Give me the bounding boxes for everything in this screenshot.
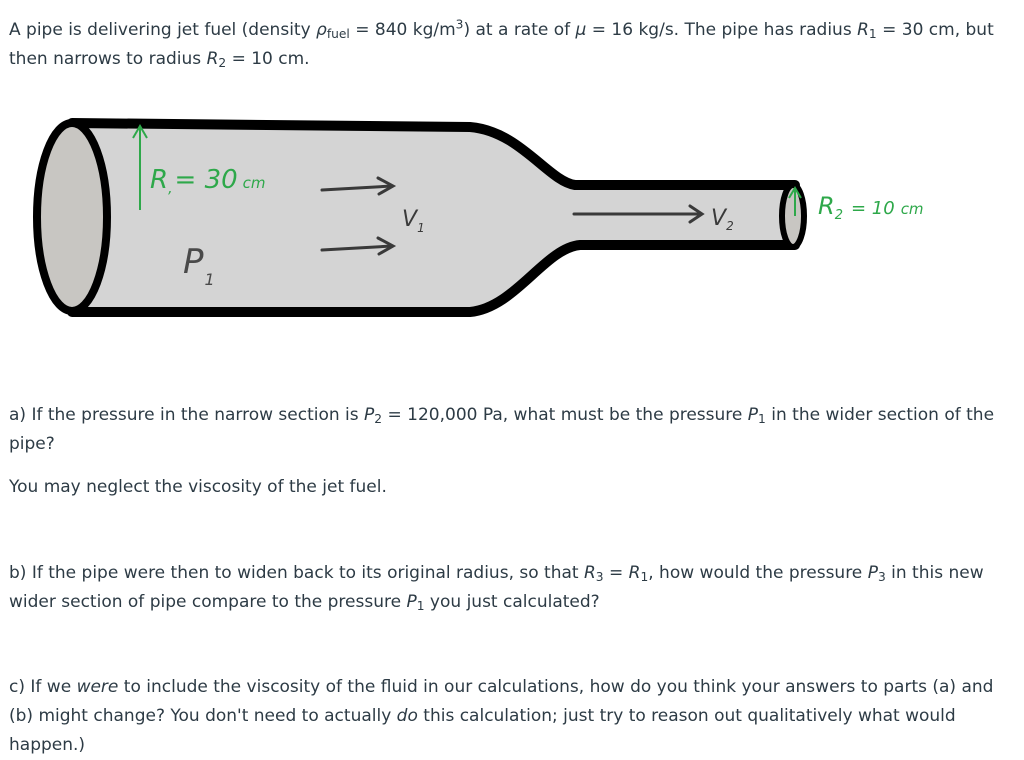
v2-label: $V_2$ [711, 206, 734, 233]
part-c-question: c) If we were to include the viscosity of the fluid in our calculations, how do you think your answers to parts (a) and (b) might change? You don't need to actually do this calculation; just try to reason out qualitatively what would happen.) [9, 677, 994, 755]
pipe-diagram [0, 100, 1024, 340]
part-b-question: b) If the pipe were then to widen back to its original radius, so that $R_3 = R_1$, how would the pressure $P_3$ in this new wider section of pipe compare to the pressure $P_1$ you just calculated? [9, 563, 984, 614]
r2-label: $R_2$ $^{= 10}$ cm [818, 192, 924, 223]
viscosity-note: You may neglect the viscosity of the jet fuel. [9, 477, 387, 497]
v1-label: $V_1$ [402, 207, 425, 235]
pipe-wide-end [37, 123, 107, 311]
p1-label: $P_1$ [183, 242, 215, 289]
r1-label: R,= 30 cm [150, 165, 266, 197]
part-a-question: a) If the pressure in the narrow section is $P_2 = 120,000$ Pa, what must be the pressure $P_1$ in the wider section of the pipe? [9, 405, 995, 454]
intro-paragraph: A pipe is delivering jet fuel (density $\rho_{fuel} = 840$ $kg/m^3$) at a rate of μ = 16 kg/s. The pipe has radius $R_1 = 30$ cm, but then narrows to radius $R_2 = 10$ cm. [9, 17, 994, 71]
pipe-body [72, 123, 795, 312]
pipe-narrow-end [782, 185, 804, 247]
